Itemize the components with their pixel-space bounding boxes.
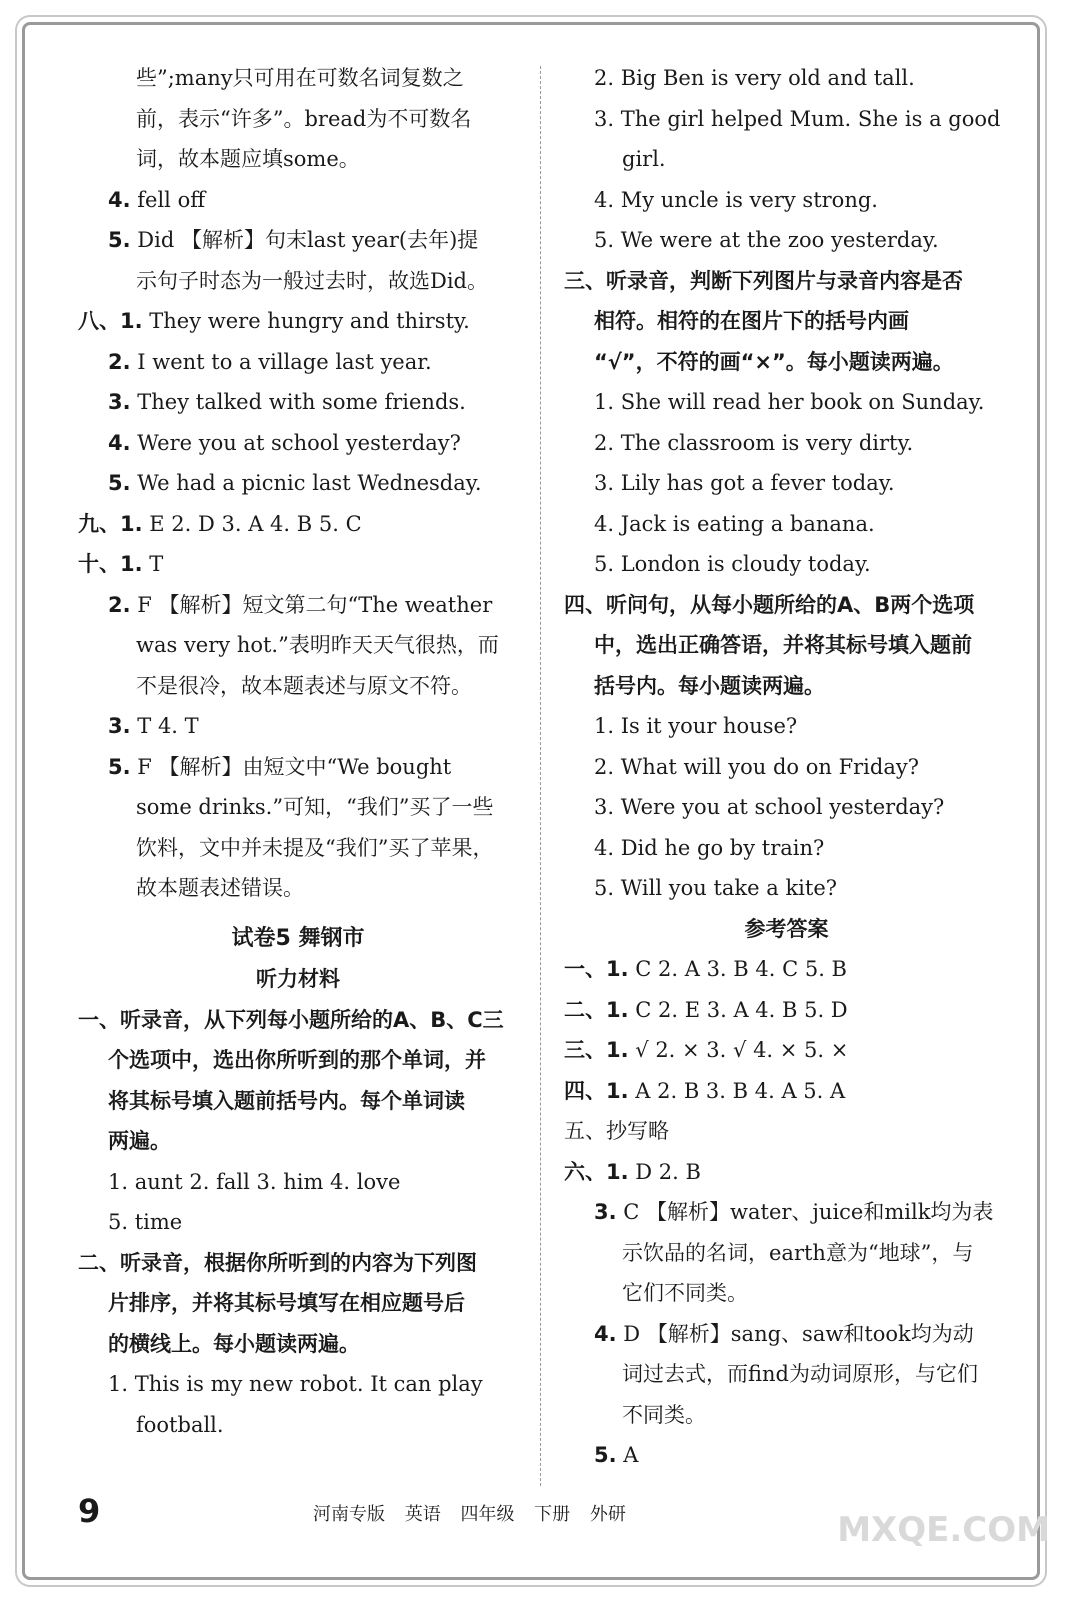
text-line (78, 828, 518, 869)
item-number: 3. (108, 390, 131, 414)
text-line (564, 666, 1009, 707)
text-line (78, 423, 518, 464)
item-number: 二、1. (564, 997, 629, 1022)
text-line (78, 666, 518, 707)
text-line (564, 1071, 1009, 1112)
text-line (78, 1324, 518, 1365)
text-line (564, 1233, 1009, 1274)
line-text: F 【解析】由短文中“We bought (130, 754, 452, 779)
text-line (78, 706, 518, 747)
line-text: 不是很冷，故本题表述与原文不符。 (136, 673, 472, 698)
line-text: C 2. E 3. A 4. B 5. D (628, 997, 848, 1022)
line-text: C 2. A 3. B 4. C 5. B (628, 957, 847, 981)
answer-key (564, 949, 1009, 1476)
text-line (564, 382, 1009, 423)
item-number: 3. (594, 1200, 617, 1224)
line-text: 二、听录音，根据你所听到的内容为下列图 (78, 1250, 477, 1275)
item-number: 九、1. (78, 511, 143, 536)
line-text: 个选项中，选出你所听到的那个单词，并 (108, 1048, 486, 1072)
line-text: 5. Will you take a kite? (594, 876, 838, 900)
text-line (564, 1435, 1009, 1476)
text-line (78, 1121, 518, 1162)
text-line (564, 261, 1009, 302)
right-column (564, 58, 1009, 1476)
text-line (78, 585, 518, 626)
text-line (564, 342, 1009, 383)
text-line (78, 1283, 518, 1324)
text-line (564, 463, 1009, 504)
line-text: 的横线上。每小题读两遍。 (108, 1331, 360, 1356)
line-text: A 2. B 3. B 4. A 5. A (628, 1078, 846, 1103)
line-text: 两遍。 (108, 1129, 171, 1153)
text-line (564, 1395, 1009, 1436)
line-text: E 2. D 3. A 4. B 5. C (142, 511, 362, 536)
line-text: 4. Did he go by train? (594, 835, 825, 860)
line-text: 前，表示“许多”。bread为不可数名 (136, 106, 472, 131)
text-line (564, 1314, 1009, 1355)
line-text: 3. Lily has got a fever today. (594, 471, 895, 495)
item-number: 十、1. (78, 552, 143, 576)
text-line (564, 1111, 1009, 1152)
line-text: 1. Is it your house? (594, 714, 798, 738)
item-number: 3. (108, 714, 131, 738)
text-line (564, 868, 1009, 909)
text-line (564, 787, 1009, 828)
line-text: 5. London is cloudy today. (594, 552, 871, 576)
line-text: 三、听录音，判断下列图片与录音内容是否 (564, 268, 963, 293)
line-text: 不同类。 (622, 1402, 706, 1427)
left-column (78, 58, 518, 1445)
line-text: 3. The girl helped Mum. She is a good (594, 106, 1001, 131)
line-text: 词过去式，而find为动词原形，与它们 (622, 1362, 978, 1386)
text-line (78, 1405, 518, 1446)
line-text: girl. (622, 147, 666, 171)
line-text: I went to a village last year. (130, 349, 432, 374)
text-line (564, 544, 1009, 585)
item-number: 八、1. (78, 309, 143, 333)
line-text: 片排序，并将其标号填写在相应题号后 (108, 1291, 465, 1315)
line-text: √ 2. × 3. √ 4. × 5. × (628, 1038, 849, 1062)
item-number: 5. (108, 471, 131, 495)
line-text: 故本题表述错误。 (136, 876, 304, 900)
text-line (564, 1030, 1009, 1071)
line-text: A (616, 1443, 639, 1467)
line-text: F 【解析】短文第二句“The weather (130, 592, 493, 617)
line-text: 将其标号填入题前括号内。每个单词读 (108, 1088, 465, 1113)
text-line (564, 1354, 1009, 1395)
line-text: 一、听录音，从下列每小题所给的A、B、C三 (78, 1007, 504, 1032)
text-line (564, 949, 1009, 990)
item-number: 5. (594, 1443, 617, 1467)
line-text: 3. Were you at school yesterday? (594, 795, 945, 819)
line-text: 1. aunt 2. fall 3. him 4. love (108, 1169, 401, 1194)
line-text: T (142, 552, 164, 576)
line-text: Were you at school yesterday? (130, 430, 461, 455)
line-text: football. (136, 1412, 224, 1437)
text-line (78, 180, 518, 221)
line-text: 些”;many只可用在可数名词复数之 (136, 66, 464, 90)
text-line (78, 139, 518, 180)
item-number: 4. (108, 430, 131, 455)
text-line (564, 139, 1009, 180)
column-divider (540, 66, 541, 1486)
line-text: 词，故本题应填some。 (136, 147, 360, 171)
text-line (78, 625, 518, 666)
text-line (78, 220, 518, 261)
text-line (564, 1152, 1009, 1193)
text-line (78, 463, 518, 504)
text-line (564, 585, 1009, 626)
footer-text: 河南专版 英语 四年级 下册 外研 (313, 1504, 626, 1525)
text-line (564, 990, 1009, 1031)
line-text: They talked with some friends. (130, 390, 466, 414)
line-text: 2. What will you do on Friday? (594, 754, 919, 779)
answer-list-left (78, 58, 518, 909)
section-title: 试卷5 舞钢市 (231, 925, 365, 951)
text-line (78, 261, 518, 302)
line-text: They were hungry and thirsty. (142, 309, 470, 333)
item-number: 5. (108, 754, 131, 779)
text-line (564, 1192, 1009, 1233)
text-line (78, 1243, 518, 1284)
text-line (564, 504, 1009, 545)
text-line (564, 99, 1009, 140)
line-text: Did 【解析】句末last year(去年)提 (130, 228, 479, 252)
listening-material-left (78, 1000, 518, 1446)
item-number: 4. (594, 1321, 617, 1346)
text-line (78, 58, 518, 99)
line-text: was very hot.”表明昨天天气很热，而 (136, 633, 499, 657)
text-line (78, 504, 518, 545)
text-line (78, 382, 518, 423)
text-line (78, 868, 518, 909)
text-line (78, 1000, 518, 1041)
text-line (564, 180, 1009, 221)
line-text: We had a picnic last Wednesday. (130, 471, 482, 495)
line-text: D 2. B (628, 1159, 701, 1184)
text-line (564, 423, 1009, 464)
text-line (78, 787, 518, 828)
listening-material-right (564, 58, 1009, 909)
item-number: 三、1. (564, 1038, 629, 1062)
text-line (78, 747, 518, 788)
line-text: 2. Big Ben is very old and tall. (594, 66, 915, 90)
line-text: 1. She will read her book on Sunday. (594, 390, 985, 414)
text-line (564, 625, 1009, 666)
watermark-logo: MXQE.COM (837, 1510, 1050, 1550)
line-text: 4. My uncle is very strong. (594, 187, 878, 212)
line-text: 4. Jack is eating a banana. (594, 511, 875, 536)
text-line (564, 1273, 1009, 1314)
item-number: 4. (108, 187, 131, 212)
line-text: 中，选出正确答语，并将其标号填入题前 (594, 633, 972, 657)
line-text: 它们不同类。 (622, 1281, 748, 1305)
page-number: 9 (78, 1492, 101, 1530)
line-text: 括号内。每小题读两遍。 (594, 673, 825, 698)
answers-title: 参考答案 (744, 916, 829, 941)
line-text: D 【解析】sang、saw和took均为动 (616, 1321, 974, 1346)
text-line (564, 220, 1009, 261)
item-number: 一、1. (564, 957, 629, 981)
text-line (564, 706, 1009, 747)
text-line (78, 1202, 518, 1243)
text-line (78, 544, 518, 585)
text-line (564, 828, 1009, 869)
line-text: 5. time (108, 1210, 183, 1234)
line-text: fell off (130, 187, 206, 212)
text-line (78, 301, 518, 342)
line-text: 1. This is my new robot. It can play (108, 1372, 483, 1396)
line-text: T 4. T (130, 714, 199, 738)
text-line (78, 1040, 518, 1081)
line-text: 2. The classroom is very dirty. (594, 430, 914, 455)
text-line (564, 301, 1009, 342)
text-line (78, 1364, 518, 1405)
item-number: 2. (108, 349, 131, 374)
line-text: 五、抄写略 (564, 1119, 669, 1143)
line-text: “√”，不符的画“×”。每小题读两遍。 (594, 349, 954, 374)
item-number: 5. (108, 228, 131, 252)
line-text: 四、听问句，从每小题所给的A、B两个选项 (564, 592, 975, 617)
line-text: C 【解析】water、juice和milk均为表 (616, 1200, 994, 1224)
item-number: 2. (108, 592, 131, 617)
text-line (564, 747, 1009, 788)
text-line (564, 58, 1009, 99)
text-line (78, 1081, 518, 1122)
line-text: 5. We were at the zoo yesterday. (594, 228, 939, 252)
line-text: some drinks.”可知，“我们”买了一些 (136, 795, 494, 819)
item-number: 六、1. (564, 1159, 629, 1184)
line-text: 饮料，文中并未提及“我们”买了苹果， (136, 835, 494, 860)
listening-title: 听力材料 (256, 967, 340, 991)
text-line (78, 99, 518, 140)
text-line (78, 1162, 518, 1203)
item-number: 四、1. (564, 1078, 629, 1103)
line-text: 示饮品的名词，earth意为“地球”，与 (622, 1240, 974, 1265)
text-line (78, 342, 518, 383)
line-text: 示句子时态为一般过去时，故选Did。 (136, 268, 488, 293)
line-text: 相符。相符的在图片下的括号内画 (594, 309, 909, 333)
